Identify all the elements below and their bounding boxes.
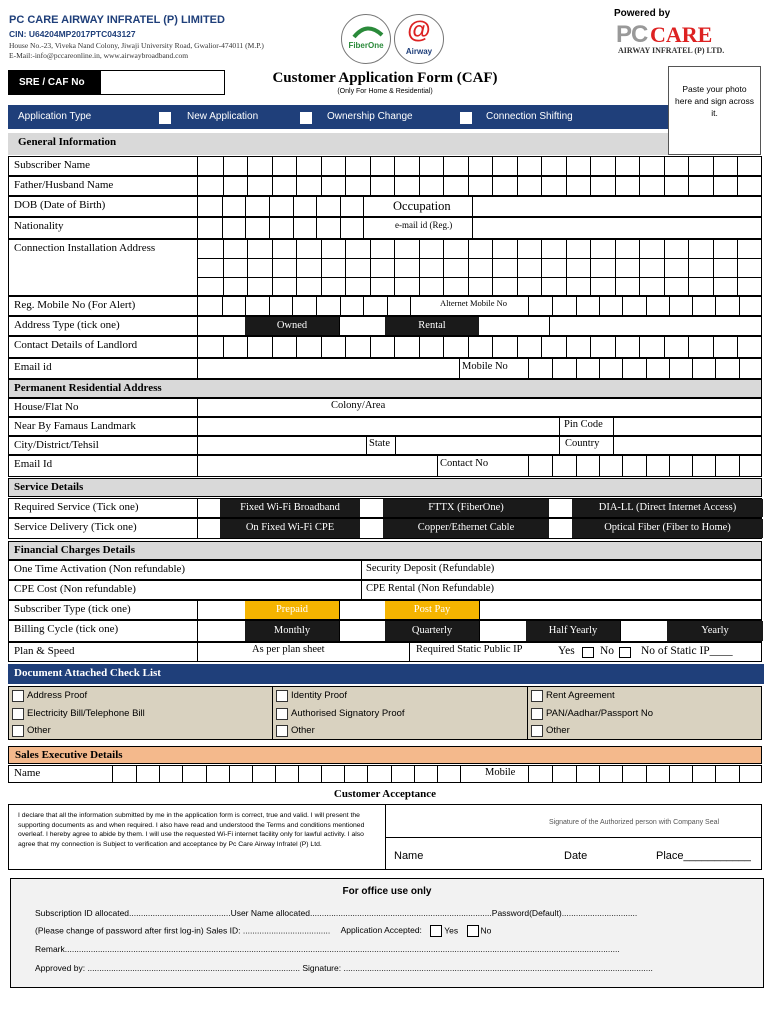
connection-shifting-label: Connection Shifting (486, 111, 573, 122)
row-service-delivery (8, 518, 762, 539)
contact-no-label: Contact No (440, 458, 489, 469)
acceptance-place-label: Place___________ (656, 850, 751, 862)
pccare-subtitle: AIRWAY INFRATEL (P) LTD. (618, 46, 725, 55)
care-mark: CARE (650, 22, 713, 47)
doc-rent-agreement-label: Rent Agreement (546, 690, 615, 701)
row-cpe-cost (8, 580, 762, 600)
service-delivery-label: Service Delivery (Tick one) (14, 521, 137, 533)
installation-address-boxes[interactable] (197, 240, 761, 295)
yearly-option[interactable]: Yearly (667, 621, 763, 641)
house-flat-label: House/Flat No (14, 401, 79, 413)
static-ip-yes-label: Yes (558, 645, 575, 657)
mobile-no-boxes[interactable] (528, 359, 761, 378)
company-name: PC CARE AIRWAY INFRATEL (P) LIMITED (9, 14, 225, 26)
row-email-id (8, 358, 762, 379)
installation-address-label: Connection Installation Address (14, 242, 156, 254)
fixed-wifi-option[interactable]: Fixed Wi-Fi Broadband (220, 499, 360, 517)
subscriber-name-label: Subscriber Name (14, 159, 91, 171)
office-accepted-label: Application Accepted: (340, 925, 422, 936)
subscriber-name-boxes[interactable] (197, 157, 761, 175)
form-title: Customer Application Form (CAF) (272, 70, 498, 86)
documents-heading: Document Attached Check List (8, 664, 764, 684)
accepted-yes-label: Yes (444, 925, 459, 936)
airway-logo-text: Airway (405, 47, 433, 56)
perm-email-label: Email Id (14, 458, 53, 470)
airway-logo (394, 14, 444, 64)
doc-identity-proof-label: Identity Proof (291, 690, 347, 701)
doc-electricity-bill-label: Electricity Bill/Telephone Bill (27, 708, 145, 719)
sales-mobile-label: Mobile (485, 767, 516, 778)
reg-mobile-label: Reg. Mobile No (For Alert) (14, 299, 136, 311)
sales-mobile-boxes[interactable] (528, 766, 761, 782)
required-service-label: Required Service (Tick one) (14, 501, 139, 513)
accepted-no-label: No (480, 925, 492, 936)
mobile-no-label: Mobile No (462, 361, 508, 372)
billing-cycle-label: Billing Cycle (tick one) (14, 623, 119, 635)
fiberone-logo (341, 14, 391, 64)
doc-other-2-label: Other (291, 725, 315, 736)
office-use-title: For office use only (342, 886, 432, 897)
at-icon: @ (407, 17, 431, 44)
cpe-rental-label: CPE Rental (Non Refundable) (366, 583, 495, 594)
office-line-sales-id (35, 925, 491, 937)
sre-caf-label: SRE / CAF No (9, 71, 101, 94)
form-subtitle: (Only For Home & Residential) (337, 88, 433, 95)
rental-option[interactable]: Rental (385, 317, 479, 335)
acceptance-name-label: Name (394, 850, 424, 862)
state-label: State (369, 438, 390, 449)
application-type-bar (8, 105, 668, 129)
general-info-heading-text: General Information (18, 136, 117, 148)
office-sales-id-text: (Please change of password after first log-in) Sales ID: ..................................... (35, 925, 331, 936)
monthly-option[interactable]: Monthly (245, 621, 339, 641)
static-ip-no-label: No (600, 645, 615, 657)
authorized-signature-label: Signature of the Authorized person with Company Seal (549, 819, 720, 826)
pccare-logo (616, 22, 726, 48)
as-per-plan-text: As per plan sheet (252, 644, 325, 655)
sales-heading: Sales Executive Details (8, 746, 762, 764)
nationality-boxes[interactable] (197, 218, 386, 238)
static-ip-no-checkbox[interactable] (619, 647, 631, 658)
row-address-type (8, 316, 762, 336)
powered-by: Powered by (614, 8, 671, 19)
father-husband-boxes[interactable] (197, 177, 761, 195)
sales-name-boxes[interactable] (112, 766, 482, 782)
owned-option[interactable]: Owned (245, 317, 339, 335)
doc-address-proof[interactable] (12, 688, 87, 704)
declaration-text: I declare that all the information submitted by me in the application form is correct, true and valid. I will present the supporting documents as and when required. I also have read and understood the Terms and conditions mentioned overleaf. I hereby agree to abide by them. I will use the requested Wi-Fi internet facility only for lawful activity. I also agree that my connection is Subject to verification and acceptance by Pc Care Airway Infratel (P) Ltd. (18, 812, 365, 848)
doc-address-proof-label: Address Proof (27, 690, 88, 701)
row-required-service (8, 498, 762, 518)
static-ip-label: Required Static Public IP (416, 644, 523, 655)
dob-label: DOB (Date of Birth) (14, 199, 106, 211)
row-landlord (8, 336, 762, 358)
company-cin: CIN: U64204MP2017PTC043127 (9, 29, 136, 39)
row-one-time (8, 560, 762, 580)
optical-option[interactable]: Optical Fiber (Fiber to Home) (572, 519, 763, 538)
general-info-heading (8, 133, 668, 155)
row-perm-email (8, 455, 762, 477)
row-landmark (8, 417, 762, 436)
declaration-box (8, 804, 762, 870)
doc-rent-agreement[interactable] (531, 688, 615, 704)
doc-other-1-label: Other (27, 725, 51, 736)
sre-caf-field[interactable] (8, 70, 225, 95)
cpe-option[interactable]: On Fixed Wi-Fi CPE (220, 519, 360, 538)
customer-acceptance-heading: Customer Acceptance (333, 788, 437, 800)
colony-area-label: Colony/Area (331, 400, 386, 411)
static-ip-count-label: No of Static IP____ (641, 645, 733, 657)
application-type-label: Application Type (18, 111, 92, 122)
nationality-label: Nationality (14, 220, 64, 232)
diall-option[interactable]: DIA-LL (Direct Internet Access) (572, 499, 763, 517)
alt-mobile-label: Alternet Mobile No (440, 298, 508, 308)
documents-checklist (8, 686, 762, 740)
row-house-flat (8, 398, 762, 417)
doc-identity-proof[interactable] (276, 688, 347, 704)
connection-shifting-checkbox[interactable] (460, 112, 472, 124)
contact-no-boxes[interactable] (528, 456, 761, 476)
accepted-yes-checkbox[interactable] (430, 925, 442, 937)
landlord-label: Contact Details of Landlord (14, 339, 138, 351)
cpe-cost-label: CPE Cost (Non refundable) (14, 583, 136, 595)
fiberone-logo-text: FiberOne (348, 41, 384, 50)
new-application-checkbox[interactable] (159, 112, 171, 124)
company-email: E-Mail:-info@pccareonline.in, www.airwaybroadband.com (9, 51, 189, 60)
row-billing-cycle (8, 620, 762, 642)
row-installation-address (8, 239, 762, 296)
doc-signatory-proof-label: Authorised Signatory Proof (291, 708, 405, 719)
row-father-husband (8, 176, 762, 196)
financial-heading: Financial Charges Details (8, 541, 762, 560)
ownership-change-label: Ownership Change (327, 111, 413, 122)
ownership-change-checkbox[interactable] (300, 112, 312, 124)
service-details-heading: Service Details (8, 478, 762, 497)
half-yearly-option[interactable]: Half Yearly (526, 621, 620, 641)
landlord-boxes[interactable] (197, 337, 761, 357)
office-line-approved: Approved by: .......................................................................................... Signature: ................................................................................................................................... (35, 963, 653, 973)
postpay-option[interactable]: Post Pay (385, 601, 479, 619)
doc-other-1[interactable] (12, 723, 51, 739)
static-ip-yes-checkbox[interactable] (582, 647, 594, 658)
doc-other-3-label: Other (546, 725, 570, 736)
occupation-label: Occupation (393, 199, 451, 213)
company-address: House No.-23, Viveka Nand Colony, Jiwaji University Road, Gwalior-474011 (M.P.) (9, 41, 264, 50)
photo-box[interactable]: Paste your photo here and sign across it. (668, 66, 761, 155)
row-plan-speed (8, 642, 762, 662)
row-nationality (8, 217, 762, 239)
dob-boxes[interactable] (197, 197, 386, 216)
row-subscriber-type (8, 600, 762, 620)
fttx-option[interactable]: FTTX (FiberOne) (383, 499, 549, 517)
office-use-box (10, 878, 764, 988)
copper-option[interactable]: Copper/Ethernet Cable (383, 519, 549, 538)
city-label: City/District/Tehsil (14, 439, 99, 451)
subscriber-type-label: Subscriber Type (tick one) (14, 603, 131, 615)
sales-name-label: Name (14, 767, 41, 779)
office-line-remark: Remark........................................................................................................................................................................................................................................... (35, 944, 620, 954)
fiberone-swoosh-icon (342, 15, 392, 65)
row-sales-exec (8, 765, 762, 783)
one-time-label: One Time Activation (Non refundable) (14, 563, 186, 575)
permanent-address-heading: Permanent Residential Address (8, 379, 762, 398)
row-subscriber-name (8, 156, 762, 176)
email-reg-label: e-mail id (Reg.) (395, 220, 453, 230)
email-id-label: Email id (14, 361, 52, 373)
prepaid-option[interactable]: Prepaid (245, 601, 339, 619)
security-deposit-label: Security Deposit (Refundable) (366, 563, 495, 574)
landmark-label: Near By Famaus Landmark (14, 420, 136, 432)
pin-code-label: Pin Code (564, 419, 603, 430)
father-husband-label: Father/Husband Name (14, 179, 114, 191)
country-label: Country (565, 438, 600, 449)
quarterly-option[interactable]: Quarterly (385, 621, 479, 641)
pc-mark: PC (616, 21, 648, 48)
office-line-subscription: Subscription ID allocated...........................................User Name allocated.............................................................................Password(Default)................................ (35, 908, 638, 918)
doc-signatory-proof[interactable] (276, 706, 405, 722)
doc-pan-aadhar-label: PAN/Aadhar/Passport No (546, 708, 654, 719)
address-type-label: Address Type (tick one) (14, 319, 120, 331)
row-dob (8, 196, 762, 217)
reg-mobile-boxes[interactable] (197, 297, 433, 315)
accepted-no-checkbox[interactable] (467, 925, 479, 937)
row-reg-mobile (8, 296, 762, 316)
alt-mobile-boxes[interactable] (528, 297, 761, 315)
row-city (8, 436, 762, 455)
doc-pan-aadhar[interactable] (531, 706, 653, 722)
plan-speed-label: Plan & Speed (14, 645, 75, 657)
acceptance-date-label: Date (564, 850, 588, 862)
doc-other-3[interactable] (531, 723, 570, 739)
doc-electricity-bill[interactable] (12, 706, 145, 722)
doc-other-2[interactable] (276, 723, 315, 739)
new-application-label: New Application (187, 111, 259, 122)
